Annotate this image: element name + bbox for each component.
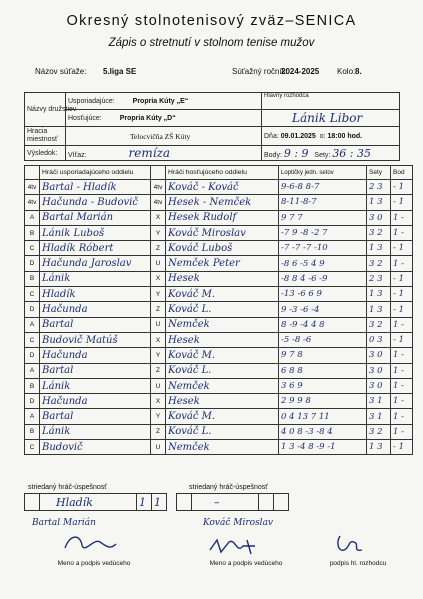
match-guest-player: Kováč M. [166, 409, 279, 424]
col-guest-header: Hráči hosťujúceho oddielu [166, 166, 279, 180]
match-home-key: D [25, 394, 40, 409]
col-blank-2 [151, 166, 166, 180]
match-home-key: D [25, 302, 40, 317]
referee-signature-caption: podpis hl. rozhodcu [329, 560, 387, 567]
match-points: - 1 [391, 440, 413, 455]
match-sets: 1 3 [367, 241, 391, 256]
match-sets: 3 2 [367, 225, 391, 240]
match-row [25, 317, 413, 332]
match-guest-key: X [151, 271, 166, 286]
score-cell: Body: 9 : 9 Sety: 36 : 35 [262, 146, 400, 161]
match-home-key: A [25, 363, 40, 378]
match-home-key: D [25, 348, 40, 363]
match-home-player: Hladík Róbert [40, 241, 151, 256]
match-row [25, 210, 413, 225]
match-guest-player: Nemček [166, 317, 279, 332]
match-guest-player: Kováč L. [166, 424, 279, 439]
match-guest-player: Nemček Peter [166, 256, 279, 271]
match-guest-key: Z [151, 241, 166, 256]
match-balls: 6 8 8 [279, 363, 367, 378]
venue-cell: Telocvičňa ZŠ Kúty [66, 127, 262, 146]
match-row [25, 195, 413, 210]
match-balls: 0 4 13 7 11 [279, 409, 367, 424]
match-sets: 3 0 [367, 348, 391, 363]
match-guest-player: Hesek [166, 394, 279, 409]
match-guest-key: U [151, 256, 166, 271]
match-sets: 2 3 [367, 271, 391, 286]
match-sets: 1 3 [367, 287, 391, 302]
subs-label-guest: striedaný hráč-úspešnosť [189, 484, 268, 491]
match-sets: 1 3 [367, 302, 391, 317]
match-points: - 1 [391, 241, 413, 256]
league-label: Názov súťaže: [35, 67, 87, 76]
guest-team-cell: Hosťujúce: Propria Kúty „D“ [66, 110, 262, 127]
match-home-key: B [25, 225, 40, 240]
match-row [25, 363, 413, 378]
match-balls: -8 6 -5 4 9 [279, 256, 367, 271]
match-balls: 2 9 9 8 [279, 394, 367, 409]
match-home-player: Lánik [40, 424, 151, 439]
match-sets: 3 0 [367, 363, 391, 378]
match-sets: 3 0 [367, 210, 391, 225]
sub-player: Hladík [40, 494, 137, 511]
teams-label: Názvy družstiev [25, 93, 66, 127]
org-title: Okresný stolnotenisový zväz–SENICA [66, 13, 357, 29]
match-home-player: Bartal Marián [40, 210, 151, 225]
match-points: 1 - [391, 424, 413, 439]
match-row [25, 287, 413, 302]
match-home-key: B [25, 271, 40, 286]
match-points: - 1 [391, 180, 413, 195]
match-home-player: Bartal [40, 409, 151, 424]
match-home-key: D [25, 256, 40, 271]
match-points: 1 - [391, 378, 413, 393]
match-sets: 3 1 [367, 394, 391, 409]
match-home-key: 4tv [25, 195, 40, 210]
season-label: Súťažný ročník: [232, 67, 288, 76]
match-row [25, 302, 413, 317]
match-guest-player: Kováč - Kováč [166, 180, 279, 195]
match-guest-player: Kováč L. [166, 302, 279, 317]
date-cell: Dňa: 09.01.2025 o: 18:00 hod. [262, 127, 400, 146]
match-points: - 1 [391, 332, 413, 347]
match-points: 1 - [391, 225, 413, 240]
match-home-player: Bartal [40, 363, 151, 378]
match-guest-player: Kováč M. [166, 348, 279, 363]
team-info-table [24, 92, 400, 161]
match-guest-player: Hesek [166, 332, 279, 347]
col-points-header: Bod [391, 166, 413, 180]
match-row [25, 271, 413, 286]
match-home-key: A [25, 210, 40, 225]
match-home-key: C [25, 241, 40, 256]
home-team-cell: Usporiadajúce: Propria Kúty „E“ [66, 93, 262, 110]
match-sets: 3 2 [367, 424, 391, 439]
home-signature [60, 530, 120, 556]
round-value: 8. [355, 67, 362, 76]
sub-p: 1 [152, 494, 167, 511]
match-balls: 9-6-8 8-7 [279, 180, 367, 195]
match-sets: 3 2 [367, 256, 391, 271]
match-balls: -8 8 4 -6 -9 [279, 271, 367, 286]
subs-label: striedaný hráč-úspešnosť [28, 484, 107, 491]
match-home-player: Bartal [40, 317, 151, 332]
match-points: - 1 [391, 195, 413, 210]
match-balls: 4 0 8 -3 -8 4 [279, 424, 367, 439]
match-row [25, 424, 413, 439]
match-balls: 8 -9 -4 4 8 [279, 317, 367, 332]
match-home-key: B [25, 424, 40, 439]
match-guest-key: Y [151, 225, 166, 240]
match-guest-key: Y [151, 348, 166, 363]
subs-table-guest: – [176, 493, 289, 511]
match-row [25, 225, 413, 240]
match-row [25, 241, 413, 256]
match-guest-key: Z [151, 302, 166, 317]
home-leader-name: Bartal Marián [32, 518, 96, 528]
match-row [25, 256, 413, 271]
match-points: 1 - [391, 210, 413, 225]
match-home-player: Bartal - Hladík [40, 180, 151, 195]
match-guest-player: Hesek [166, 271, 279, 286]
col-home-header: Hráči usporiadajúceho oddielu [40, 166, 151, 180]
referee-name: Lánik Libor [262, 110, 400, 127]
match-guest-player: Kováč M. [166, 287, 279, 302]
referee-signature [334, 532, 366, 556]
match-home-player: Hačunda Jaroslav [40, 256, 151, 271]
match-home-player: Lánik Luboš [40, 225, 151, 240]
winner-cell: Víťaz: remíza [66, 146, 262, 161]
sub-v: 1 [137, 494, 152, 511]
match-sets: 3 2 [367, 317, 391, 332]
match-home-player: Hladík [40, 287, 151, 302]
match-guest-player: Kováč Miroslav [166, 225, 279, 240]
match-sets: 0 3 [367, 332, 391, 347]
match-points: - 1 [391, 271, 413, 286]
match-guest-player: Hesek - Nemček [166, 195, 279, 210]
match-table [24, 165, 413, 455]
match-row [25, 348, 413, 363]
match-row [25, 394, 413, 409]
match-points: 1 - [391, 409, 413, 424]
match-guest-key: Z [151, 363, 166, 378]
season-value: 2024-2025 [281, 67, 320, 76]
match-guest-key: Y [151, 409, 166, 424]
guest-signature [207, 534, 267, 558]
match-home-player: Lánik [40, 378, 151, 393]
match-balls: 9 7 7 [279, 210, 367, 225]
match-guest-key: X [151, 210, 166, 225]
match-home-key: A [25, 409, 40, 424]
match-home-player: Budovič Matúš [40, 332, 151, 347]
match-balls: 9 -3 -6 -4 [279, 302, 367, 317]
match-home-player: Hačunda [40, 302, 151, 317]
match-balls: 9 7 8 [279, 348, 367, 363]
match-guest-player: Nemček [166, 440, 279, 455]
guest-leader-name: Kováč Miroslav [203, 518, 274, 528]
match-guest-key: Y [151, 287, 166, 302]
match-guest-key: X [151, 332, 166, 347]
match-guest-player: Hesek Rudolf [166, 210, 279, 225]
match-guest-key: U [151, 317, 166, 332]
subs-table [24, 493, 167, 511]
match-points: 1 - [391, 348, 413, 363]
col-sets-header: Sety [367, 166, 391, 180]
match-row [25, 440, 413, 455]
match-balls: 3 6 9 [279, 378, 367, 393]
match-balls: -13 -6 6 9 [279, 287, 367, 302]
round-label: Kolo: [337, 67, 356, 76]
league-value: 5.liga SE [103, 67, 137, 76]
match-balls: -7 9 -8 -2 7 [279, 225, 367, 240]
match-guest-key: Z [151, 424, 166, 439]
match-home-key: B [25, 378, 40, 393]
match-sets: 1 3 [367, 195, 391, 210]
match-home-key: A [25, 317, 40, 332]
match-sets: 3 0 [367, 378, 391, 393]
match-home-key: C [25, 440, 40, 455]
match-guest-key: 4tv [151, 180, 166, 195]
col-blank-1 [25, 166, 40, 180]
match-home-player: Budovič [40, 440, 151, 455]
match-home-player: Hačunda [40, 348, 151, 363]
match-home-player: Hačunda - Budovič [40, 195, 151, 210]
match-guest-key: X [151, 394, 166, 409]
match-balls: -5 -8 -6 [279, 332, 367, 347]
match-guest-key: U [151, 378, 166, 393]
match-guest-player: Kováč L. [166, 363, 279, 378]
match-balls: -7 -7 -7 -10 [279, 241, 367, 256]
match-points: 1 - [391, 256, 413, 271]
match-sets: 3 1 [367, 409, 391, 424]
result-label: Výsledok: [25, 146, 66, 161]
referee-cell: Hlavný rozhodca [262, 93, 400, 110]
col-balls-header: Loptičky jedn. setov [279, 166, 367, 180]
match-points: 1 - [391, 317, 413, 332]
match-guest-key: 4tv [151, 195, 166, 210]
match-row [25, 332, 413, 347]
home-signature-caption: Meno a podpis vedúceho [57, 560, 131, 567]
match-points: 1 - [391, 363, 413, 378]
match-home-key: C [25, 332, 40, 347]
match-sets: 1 3 [367, 440, 391, 455]
match-guest-player: Nemček [166, 378, 279, 393]
match-row [25, 180, 413, 195]
sheet-subtitle: Zápis o stretnutí v stolnom tenise mužov [108, 37, 315, 49]
match-balls: 1 3 -4 8 -9 -1 [279, 440, 367, 455]
guest-signature-caption: Meno a podpis vedúceho [209, 560, 283, 567]
venue-label: Hracia miestnosť [25, 127, 66, 146]
match-points: - 1 [391, 287, 413, 302]
match-guest-key: U [151, 440, 166, 455]
match-points: - 1 [391, 302, 413, 317]
match-sets: 2 3 [367, 180, 391, 195]
match-balls: 8-11-8-7 [279, 195, 367, 210]
match-guest-player: Kováč Luboš [166, 241, 279, 256]
match-points: 1 - [391, 394, 413, 409]
match-home-key: C [25, 287, 40, 302]
match-home-player: Lánik [40, 271, 151, 286]
match-row [25, 409, 413, 424]
match-home-key: 4tv [25, 180, 40, 195]
match-row [25, 378, 413, 393]
match-home-player: Hačunda [40, 394, 151, 409]
